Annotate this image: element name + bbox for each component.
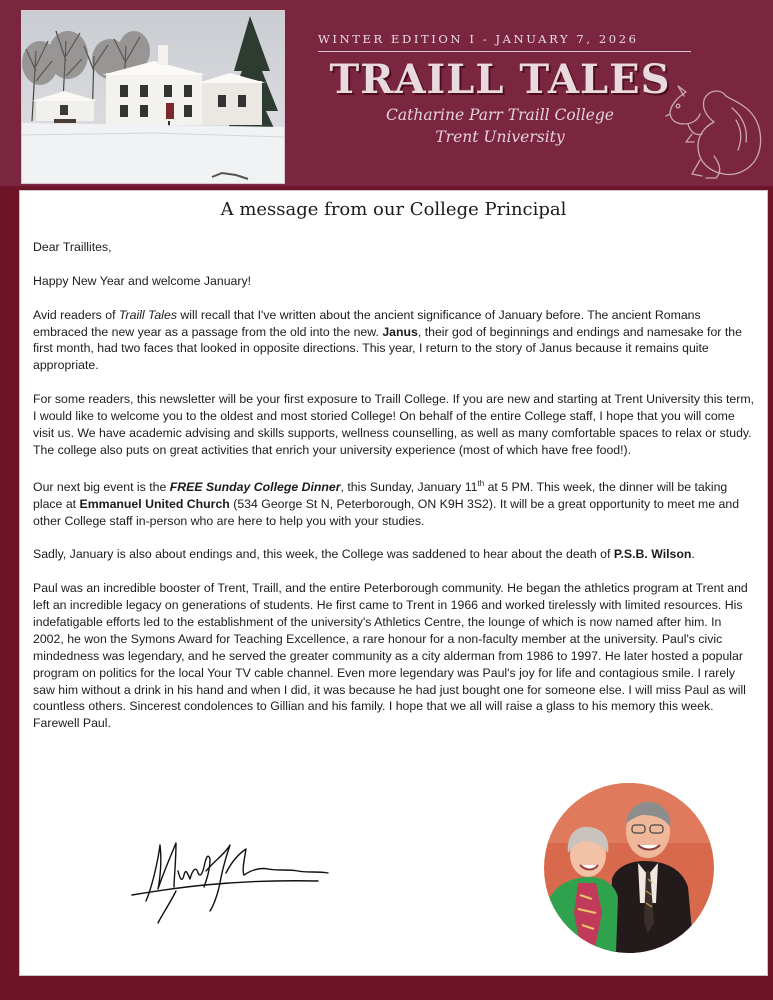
text-run: Avid readers of xyxy=(33,307,119,322)
wilson-portrait-photo xyxy=(544,783,714,953)
letter-body xyxy=(33,239,755,749)
article-heading: A message from our College Principal xyxy=(220,199,567,220)
paragraph-dinner xyxy=(33,476,755,530)
article-panel xyxy=(19,190,768,976)
paragraph-welcome: For some readers, this newsletter will be your first exposure to Traill College. If you are new and starting at Trent University this term, I would like to welcome you to the oldest and most storied College! On behalf of the entire College staff, I hope that you will come visit us. We have academic advising and skills supports, wellness counselling, as well as many comfortable spaces to relax or study. The college also puts on great activities that enrich your university experience (most of which have free food!). xyxy=(33,392,755,457)
text-run: . xyxy=(691,547,695,562)
event-name: FREE Sunday College Dinner xyxy=(169,479,341,494)
text-run: will recall that I've written about the ancient significance of January before. The ancient Romans embraced the new year as a passage from the old into the new. xyxy=(33,307,701,339)
building-photo xyxy=(21,10,285,184)
text-run: Sadly, January is also about endings and, this week, the College was saddened to hear about the death of xyxy=(33,547,614,562)
text-run: (534 George St N, Peterborough, ON K9H 3S2). It will be a great opportunity to meet me and other College staff in-person who are here to help you with your studies. xyxy=(33,496,740,528)
college-name: Catharine Parr Traill College xyxy=(386,106,614,124)
venue-name: Emmanuel United Church xyxy=(79,496,230,511)
paragraph-janus xyxy=(33,307,755,375)
squirrel-illustration xyxy=(662,76,768,186)
paragraph-endings xyxy=(33,546,755,563)
text-run: at 5 PM. This week, the dinner will be taking place at xyxy=(33,479,728,511)
edition-line: WINTER EDITION I - JANUARY 7, 2026 xyxy=(318,32,639,46)
text-run: , their god of beginnings and endings and namesake for the first month, had two faces that looked in opposite directions. This year, I return to the story of Janus because it remains quite appropriate. xyxy=(33,324,742,373)
newsletter-title: TRAILL TALES xyxy=(329,56,671,103)
person-name: P.S.B. Wilson xyxy=(613,547,692,562)
paragraph-greeting: Happy New Year and welcome January! xyxy=(33,273,252,288)
header-divider xyxy=(318,51,691,52)
salutation: Dear Traillites, xyxy=(33,240,112,254)
university-name: Trent University xyxy=(435,128,565,146)
principal-signature xyxy=(118,831,333,926)
publication-name: Traill Tales xyxy=(118,307,177,322)
janus-name: Janus xyxy=(382,324,418,339)
ordinal-suffix: th xyxy=(477,478,485,488)
newsletter-header xyxy=(0,0,773,186)
text-run: Our next big event is the xyxy=(33,479,170,494)
paragraph-tribute: Paul was an incredible booster of Trent, Traill, and the entire Peterborough community. He began the athletics program at Trent and left an incredible legacy on generations of students. He first came to Trent in 1966 and worked tirelessly with limited resources. His indefatigable efforts led to the establishment of the university's Athletics Centre, the lounge of which is now named after him. In 2002, he won the Symons Award for Teaching Excellence, a rare honour for a non-faculty member at the university. Paul's civic mindedness was legendary, and he served the greater community as a city alderman from 1986 to 1997. He later hosted a popular program on politics for the local Your TV cable channel. Even more legendary was Paul's joy for life and contagious smile. I rarely saw him without a drink in his hand and when I did, it was because he had just bought one for someone else. I will miss Paul as will countless others. Sincerest condolences to Gillian and his family. I hope that we all will raise a glass to his memory this week. Farewell Paul. xyxy=(33,581,748,731)
text-run: , this Sunday, January 11 xyxy=(340,479,478,494)
